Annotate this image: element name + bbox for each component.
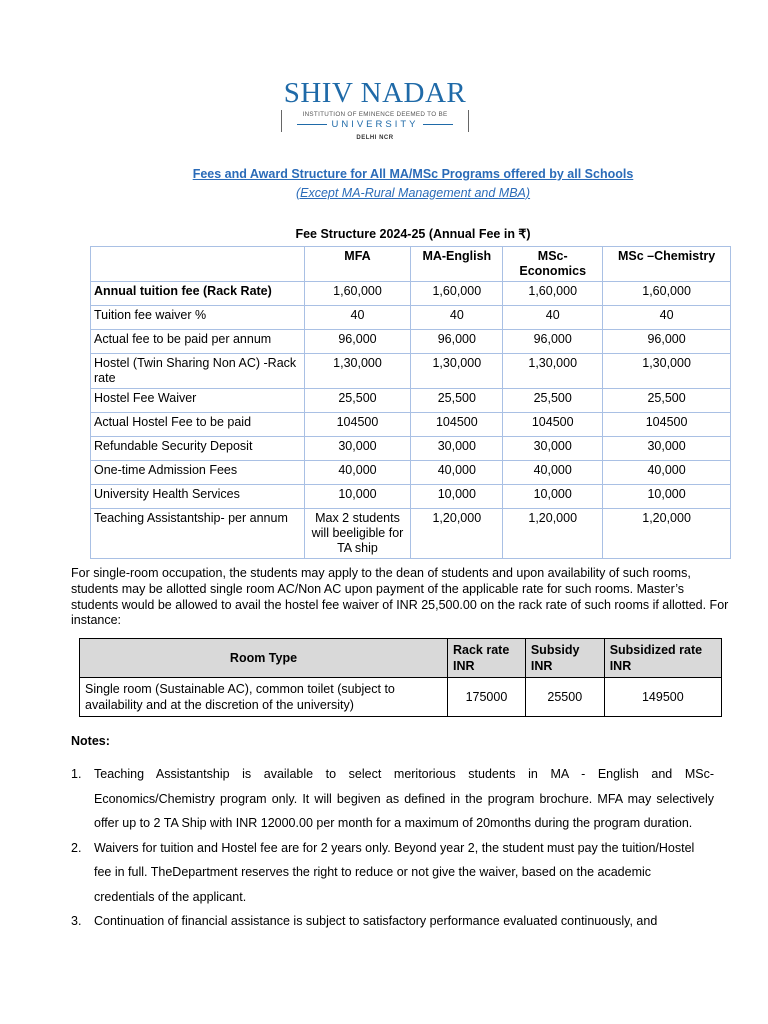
cell: 1,60,000 (603, 282, 731, 306)
cell: 10,000 (411, 485, 503, 509)
cell: 10,000 (603, 485, 731, 509)
table-row (91, 354, 731, 389)
cell: 25,500 (304, 389, 411, 413)
logo-subtitle-box (281, 110, 469, 132)
cell: 1,20,000 (603, 509, 731, 559)
university-logo (270, 78, 480, 141)
note-number: 1. (71, 767, 82, 781)
cell: 104500 (503, 413, 603, 437)
cell: 96,000 (304, 330, 411, 354)
row-label: Actual Hostel Fee to be paid (91, 413, 305, 437)
cell: 30,000 (603, 437, 731, 461)
cell: 1,20,000 (503, 509, 603, 559)
cell: 1,60,000 (304, 282, 411, 306)
table-header-row (91, 247, 731, 282)
document-title[interactable]: Fees and Award Structure for All MA/MSc Programs offered by all Schools (192, 167, 634, 181)
cell: 1,60,000 (411, 282, 503, 306)
note-text: Waivers for tuition and Hostel fee are for 2 years only. Beyond year 2, the student must pay the tuition/Hostel fee in full. TheDepartment reserves the right to reduce or not give the waiver, based on the academic credentials of the applicant. (94, 840, 695, 904)
room-type-cell: Single room (Sustainable AC), common toilet (subject to availability and at the discretion of the university) (80, 678, 448, 717)
row-label: One-time Admission Fees (91, 461, 305, 485)
cell: 25,500 (411, 389, 503, 413)
table-row (91, 389, 731, 413)
table-row (91, 330, 731, 354)
cell: 30,000 (503, 437, 603, 461)
note-text: Continuation of financial assistance is subject to satisfactory performance evaluated continuously, and (94, 914, 658, 928)
cell: 1,30,000 (503, 354, 603, 389)
cell: 96,000 (503, 330, 603, 354)
column-header: Room Type (80, 639, 448, 678)
cell: 40 (411, 306, 503, 330)
row-label: Refundable Security Deposit (91, 437, 305, 461)
cell: 25,500 (503, 389, 603, 413)
rack-rate-cell: 175000 (448, 678, 526, 717)
cell: 96,000 (411, 330, 503, 354)
column-header: Rack rate INR (448, 639, 526, 678)
subsidized-rate-cell: 149500 (604, 678, 721, 717)
cell: 10,000 (304, 485, 411, 509)
cell: 30,000 (304, 437, 411, 461)
fee-structure-table (90, 246, 731, 559)
table-row (91, 437, 731, 461)
note-item (71, 909, 714, 934)
table-row (91, 306, 731, 330)
row-label: Annual tuition fee (Rack Rate) (91, 282, 305, 306)
column-header: MFA (304, 247, 411, 282)
table-row (91, 282, 731, 306)
cell: 30,000 (411, 437, 503, 461)
cell: 104500 (603, 413, 731, 437)
cell: 1,20,000 (411, 509, 503, 559)
logo-location: DELHI NCR (356, 135, 394, 141)
cell: 1,30,000 (603, 354, 731, 389)
column-header: MA-English (411, 247, 503, 282)
row-label: Hostel Fee Waiver (91, 389, 305, 413)
logo-rule-right (423, 124, 453, 125)
cell: 40 (503, 306, 603, 330)
table-row (91, 509, 731, 559)
note-text: Teaching Assistantship is available to select meritorious students in MA - English and MSc-Economics/Chemistry program only. It will begiven as defined in the program brochure. MFA may selectively offer up to 2 TA Ship with INR 12000.00 per month for a maximum of 20months during the program duration. (94, 767, 714, 830)
cell: 40 (304, 306, 411, 330)
row-label: Hostel (Twin Sharing Non AC) -Rack rate (91, 354, 305, 389)
row-label: Teaching Assistantship- per annum (91, 509, 305, 559)
column-header (91, 247, 305, 282)
cell: 40,000 (603, 461, 731, 485)
cell: 10,000 (503, 485, 603, 509)
cell: 96,000 (603, 330, 731, 354)
cell: 1,60,000 (503, 282, 603, 306)
cell: 25,500 (603, 389, 731, 413)
table-row (91, 485, 731, 509)
table-header-row (80, 639, 722, 678)
cell: 40,000 (503, 461, 603, 485)
cell: 40 (603, 306, 731, 330)
cell: 104500 (411, 413, 503, 437)
column-header: MSc –Chemistry (603, 247, 731, 282)
cell: Max 2 students will beeligible for TA ship (304, 509, 411, 559)
row-label: Tuition fee waiver % (91, 306, 305, 330)
notes-list (71, 762, 714, 934)
document-subtitle[interactable]: (Except MA-Rural Management and MBA) (295, 186, 531, 200)
logo-university-line (282, 119, 468, 130)
table-row (91, 413, 731, 437)
note-number: 2. (71, 840, 82, 855)
note-item (71, 836, 714, 910)
row-label: University Health Services (91, 485, 305, 509)
cell: 40,000 (304, 461, 411, 485)
note-number: 3. (71, 914, 82, 928)
fee-table-caption: Fee Structure 2024-25 (Annual Fee in ₹) (295, 227, 531, 241)
column-header: MSc- Economics (503, 247, 603, 282)
column-header: Subsidized rate INR (604, 639, 721, 678)
table-row (80, 678, 722, 717)
logo-tagline: INSTITUTION OF EMINENCE DEEMED TO BE (302, 111, 448, 118)
note-item (71, 762, 714, 836)
table-row (91, 461, 731, 485)
row-label: Actual fee to be paid per annum (91, 330, 305, 354)
cell: 104500 (304, 413, 411, 437)
logo-name: SHIV NADAR (283, 77, 467, 109)
logo-rule-left (297, 124, 327, 125)
logo-university: UNIVERSITY (331, 119, 419, 130)
cell: 1,30,000 (411, 354, 503, 389)
subsidy-cell: 25500 (525, 678, 604, 717)
column-header: Subsidy INR (525, 639, 604, 678)
single-room-paragraph: For single-room occupation, the students may apply to the dean of students and upon availability of such rooms, students may be allotted single room AC/Non AC upon payment of the applicable rate for such rooms. Master’s students would be allowed to avail the hostel fee waiver of INR 25,500.00 on the rack rate of such rooms if allotted. For instance: (71, 566, 729, 628)
cell: 1,30,000 (304, 354, 411, 389)
cell: 40,000 (411, 461, 503, 485)
notes-heading: Notes: (71, 734, 110, 748)
room-type-table (79, 638, 722, 717)
